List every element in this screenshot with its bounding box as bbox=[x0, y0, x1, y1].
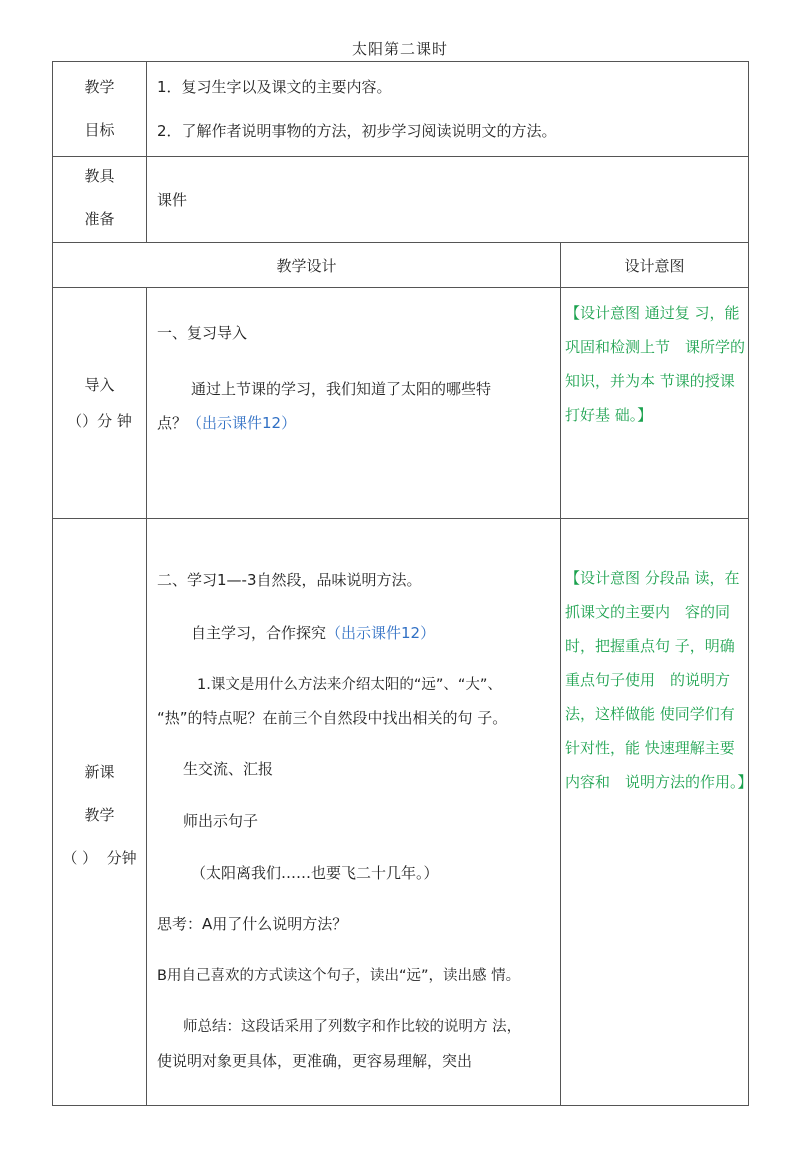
goals-label-1: 教学 bbox=[84, 78, 115, 96]
think-b-line: B用自己喜欢的方式读这个句子，读出“远”，读出感 情。 bbox=[157, 968, 521, 984]
intro-label-2: （）分 钟 bbox=[67, 412, 132, 430]
courseware-ref: （出示课件12） bbox=[187, 414, 297, 432]
header-design: 教学设计 bbox=[53, 243, 561, 288]
new-lesson-intent: 【设计意图 分段品 读，在抓课文的主要内 容的同时，把握重点句 子，明确重点句子使用 的说明方法，这样做能 使同学们有针对性，能 快速理解主要内容和 说明方法的作用。】 bbox=[565, 569, 753, 791]
new-lesson-label-2: 教学 bbox=[84, 806, 115, 824]
page-title: 太阳第二课时 bbox=[351, 40, 448, 58]
tools-value: 课件 bbox=[157, 191, 188, 209]
tools-label-cell bbox=[53, 157, 147, 243]
intro-label-1: 导入 bbox=[84, 376, 115, 394]
header-intent: 设计意图 bbox=[561, 243, 749, 288]
goal-item-1: 1．复习生字以及课文的主要内容。 bbox=[157, 78, 392, 96]
new-lesson-content-cell bbox=[147, 519, 561, 1106]
quote-line: （太阳离我们……也要飞二十几年。） bbox=[191, 864, 439, 882]
think-a-line: 思考：A用了什么说明方法？ bbox=[157, 915, 348, 933]
intro-intent: 【设计意图 通过复 习，能巩固和检测上节 课所学的知识，并为本 节课的授课打好基 础。】 bbox=[565, 304, 746, 424]
tools-content-cell bbox=[147, 157, 749, 243]
intro-line-2-text: 点？ bbox=[157, 414, 188, 432]
new-lesson-row bbox=[53, 519, 749, 1106]
new-lesson-heading: 二、学习1—-3自然段，品味说明方法。 bbox=[157, 571, 422, 589]
question-1-line-2: “热”的特点呢？在前三个自然段中找出相关的句 子。 bbox=[157, 709, 508, 727]
new-lesson-label-1: 新课 bbox=[84, 763, 115, 781]
intro-line-1: 通过上节课的学习，我们知道了太阳的哪些特 bbox=[191, 380, 492, 398]
courseware-ref-2: （出示课件12） bbox=[326, 624, 436, 642]
intro-intent-cell bbox=[561, 288, 749, 519]
new-lesson-label-3: （ ） 分钟 bbox=[62, 849, 137, 867]
goals-label-2: 目标 bbox=[84, 121, 115, 139]
goals-content-cell bbox=[147, 62, 749, 157]
show-sentence-line: 师出示句子 bbox=[183, 812, 259, 830]
intro-row bbox=[53, 288, 749, 519]
lesson-plan-table bbox=[52, 61, 753, 1106]
summary-line-2: 使说明对象更具体，更准确，更容易理解，突出 bbox=[157, 1052, 473, 1070]
tools-row bbox=[53, 157, 749, 243]
self-study-text: 自主学习，合作探究 bbox=[191, 624, 327, 642]
exchange-line: 生交流、汇报 bbox=[183, 760, 274, 778]
new-lesson-intent-cell bbox=[561, 519, 753, 1106]
self-study-line bbox=[191, 622, 560, 643]
header-row bbox=[53, 243, 749, 288]
summary-line-1: 师总结：这段话采用了列数字和作比较的说明方 法， bbox=[183, 1019, 522, 1035]
goals-label-cell bbox=[53, 62, 147, 157]
intro-line-2 bbox=[157, 412, 560, 433]
intro-heading: 一、复习导入 bbox=[157, 324, 248, 342]
tools-label-1: 教具 bbox=[84, 167, 115, 185]
question-1-line-1: 1.课文是用什么方法来介绍太阳的“远”、“大”、 bbox=[197, 677, 502, 693]
new-lesson-label-cell bbox=[53, 519, 147, 1106]
goals-row bbox=[53, 62, 749, 157]
goal-item-2: 2．了解作者说明事物的方法，初步学习阅读说明文的方法。 bbox=[157, 122, 557, 140]
tools-label-2: 准备 bbox=[84, 210, 115, 228]
intro-label-cell bbox=[53, 288, 147, 519]
intro-content-cell bbox=[147, 288, 561, 519]
